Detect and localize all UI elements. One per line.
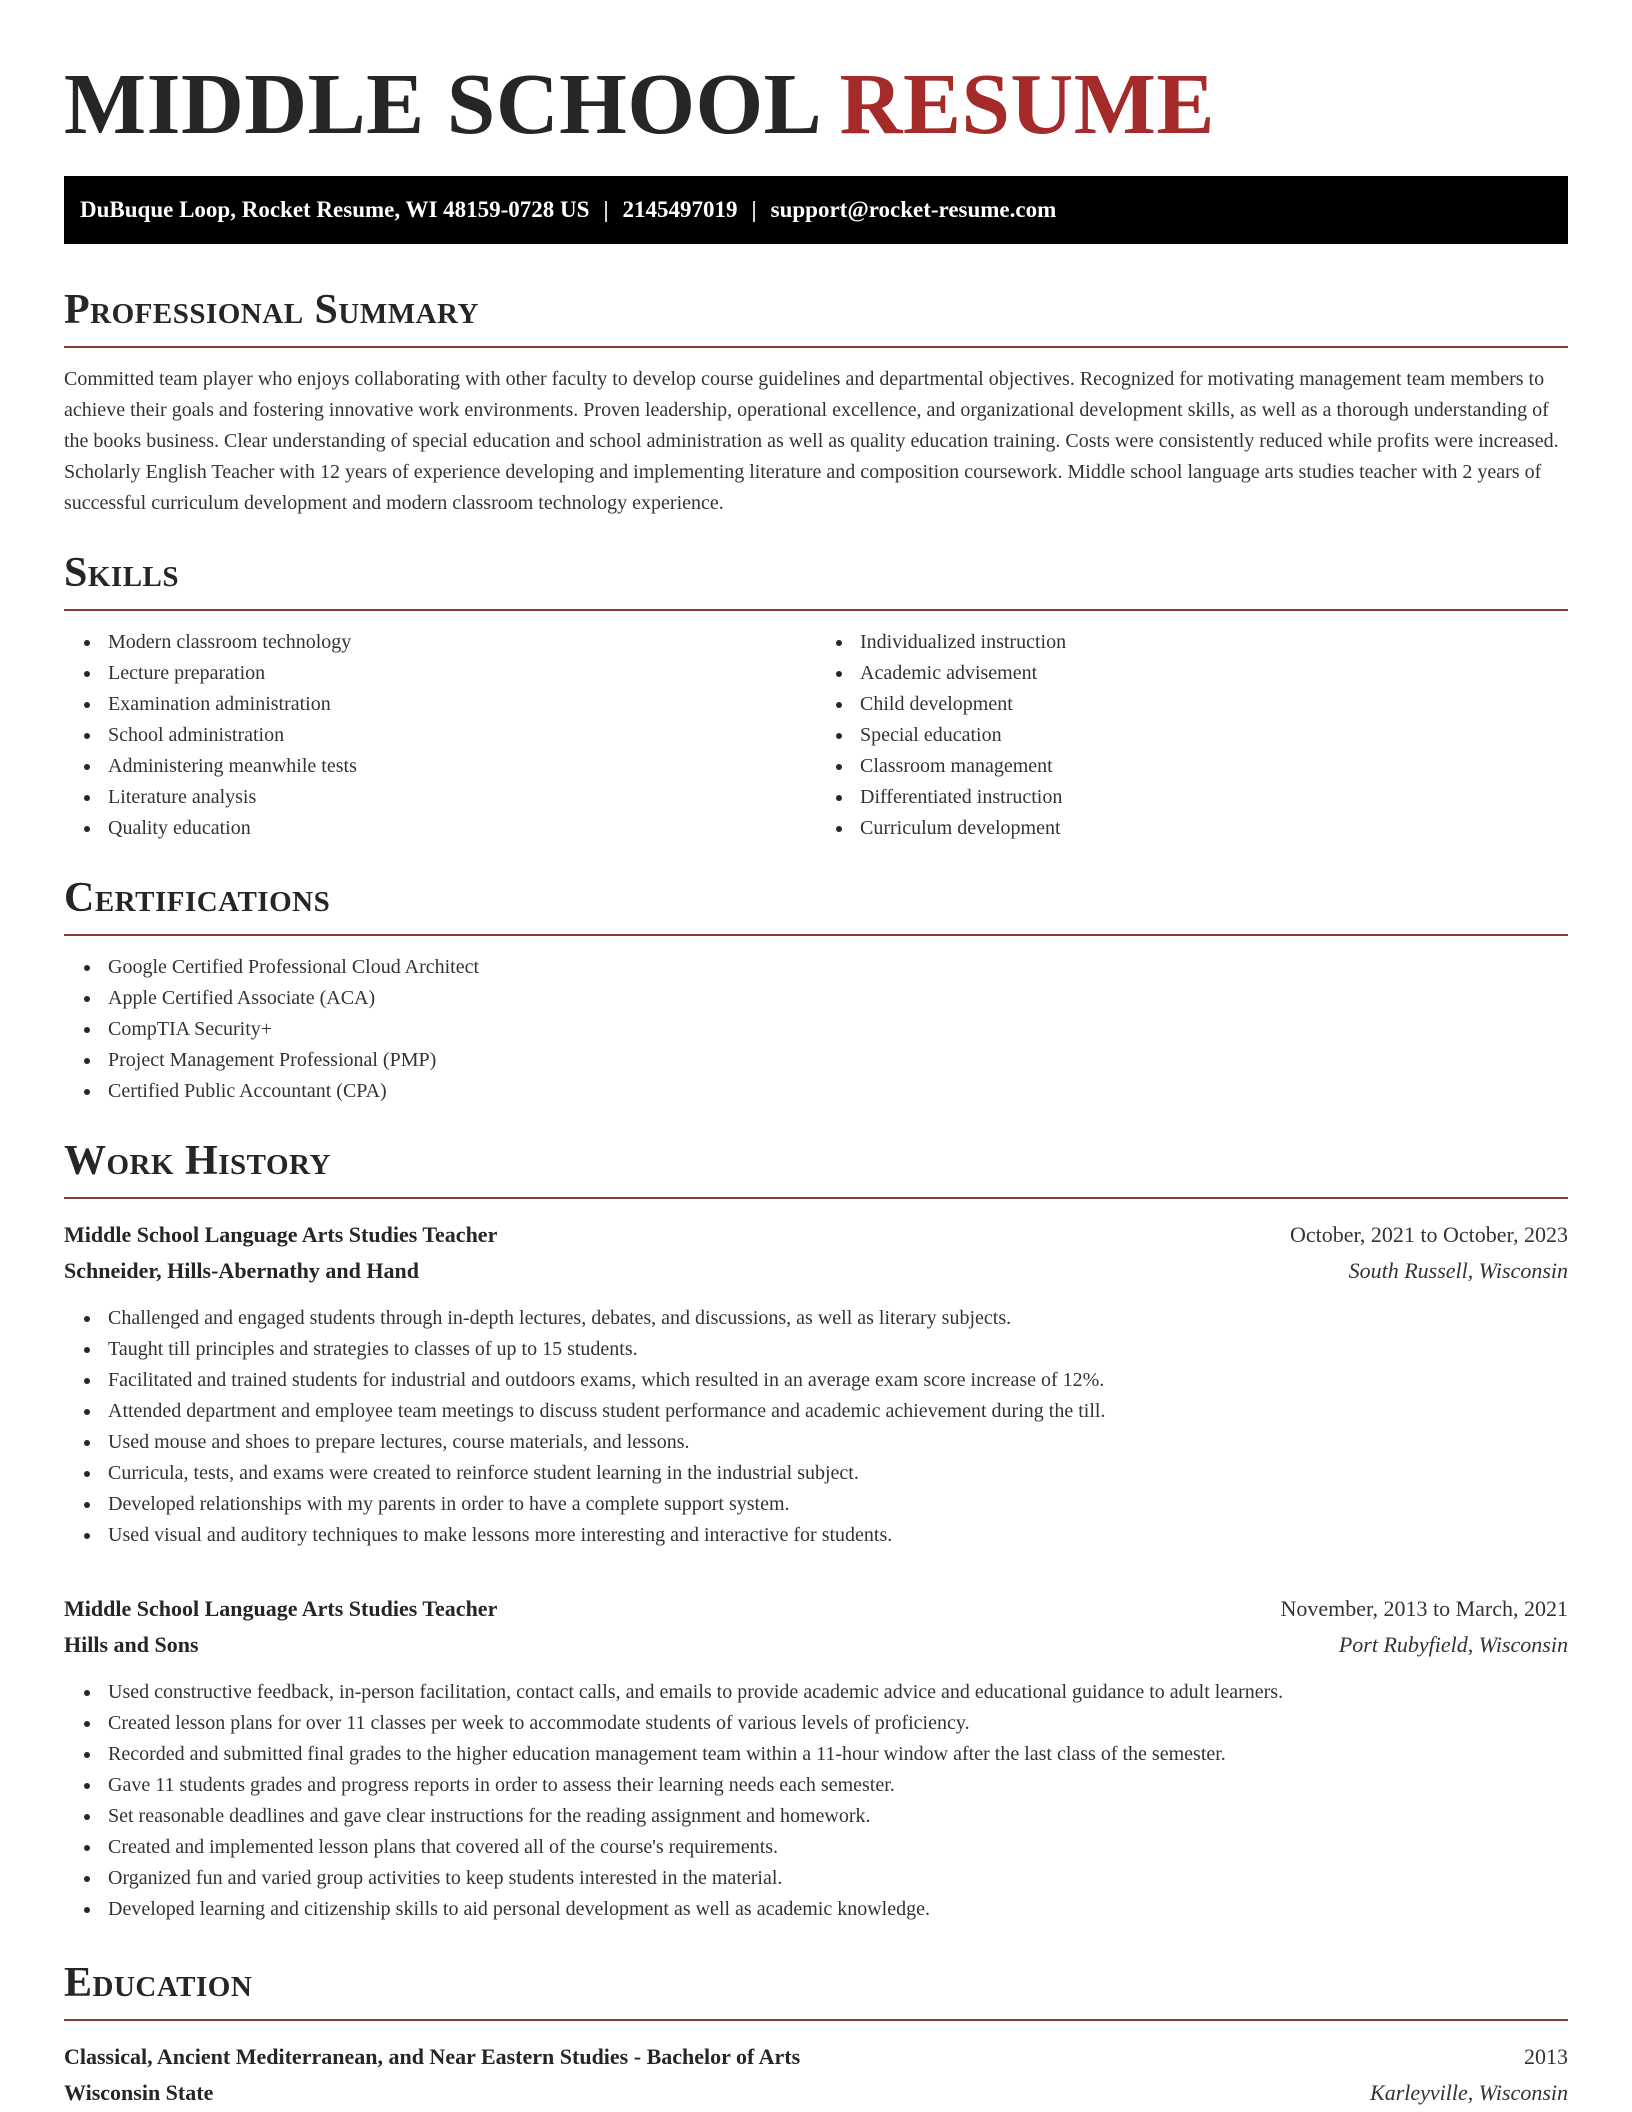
job-duty: Gave 11 students grades and progress reports in order to assess their learning needs each semester.	[64, 1770, 1568, 1801]
work-history-section	[64, 1135, 1568, 1925]
education-heading: Education	[64, 1957, 1568, 2021]
job-dates: November, 2013 to March, 2021	[1280, 1596, 1568, 1621]
education-location: Karleyville, Wisconsin	[1370, 2080, 1568, 2105]
job-duty: Facilitated and trained students for industrial and outdoors exams, which resulted in an average exam score increase of 12%.	[64, 1365, 1568, 1396]
education-degree: Classical, Ancient Mediterranean, and Near Eastern Studies - Bachelor of Arts	[64, 2044, 801, 2069]
certification-item: Project Management Professional (PMP)	[64, 1045, 1568, 1076]
job-company: Schneider, Hills-Abernathy and Hand	[64, 1258, 419, 1283]
summary-heading: Professional Summary	[64, 284, 1568, 348]
resume-title	[64, 56, 1568, 152]
education-school-row	[64, 2075, 1568, 2111]
title-accent: RESUME	[839, 55, 1215, 152]
skill-item: Lecture preparation	[64, 658, 816, 689]
certifications-section	[64, 872, 1568, 1107]
job-duties-list	[64, 1303, 1568, 1551]
certification-item: Apple Certified Associate (ACA)	[64, 983, 1568, 1014]
job-duty: Used visual and auditory techniques to make lessons more interesting and interactive for students.	[64, 1520, 1568, 1551]
job-company-row	[64, 1627, 1568, 1663]
job-duty: Used mouse and shoes to prepare lectures, course materials, and lessons.	[64, 1427, 1568, 1458]
contact-bar	[64, 176, 1568, 244]
job-duty: Challenged and engaged students through in-depth lectures, debates, and discussions, as well as literary subjects.	[64, 1303, 1568, 1334]
skills-list-right	[816, 627, 1568, 844]
job-duty: Developed relationships with my parents in order to have a complete support system.	[64, 1489, 1568, 1520]
skill-item: Literature analysis	[64, 782, 816, 813]
job-dates: October, 2021 to October, 2023	[1289, 1222, 1568, 1247]
job-company: Hills and Sons	[64, 1632, 199, 1657]
job-duty: Attended department and employee team meetings to discuss student performance and academic achievement during the till.	[64, 1396, 1568, 1427]
skill-item: Academic advisement	[816, 658, 1568, 689]
contact-address: DuBuque Loop, Rocket Resume, WI 48159-0728 US	[80, 197, 590, 222]
job-duty: Taught till principles and strategies to classes of up to 15 students.	[64, 1334, 1568, 1365]
contact-separator: |	[751, 197, 757, 222]
job-duty: Recorded and submitted final grades to the higher education management team within a 11-hour window after the last class of the semester.	[64, 1739, 1568, 1770]
skill-item: Classroom management	[816, 751, 1568, 782]
work-history-heading: Work History	[64, 1135, 1568, 1199]
education-section	[64, 1957, 1568, 2111]
job-location: Port Rubyfield, Wisconsin	[1338, 1632, 1568, 1657]
education-entry	[64, 2039, 1568, 2111]
skill-item: Differentiated instruction	[816, 782, 1568, 813]
certification-item: Google Certified Professional Cloud Architect	[64, 952, 1568, 983]
education-year: 2013	[1524, 2044, 1568, 2069]
certifications-list	[64, 952, 1568, 1107]
job-entry	[64, 1217, 1568, 1551]
skill-item: Special education	[816, 720, 1568, 751]
skill-item: Quality education	[64, 813, 816, 844]
job-duty: Created and implemented lesson plans that covered all of the course's requirements.	[64, 1832, 1568, 1863]
skills-heading: Skills	[64, 547, 1568, 611]
job-header-row	[64, 1217, 1568, 1253]
skill-item: Modern classroom technology	[64, 627, 816, 658]
contact-email: support@rocket-resume.com	[770, 197, 1057, 222]
job-duty: Developed learning and citizenship skills to aid personal development as well as academic knowledge.	[64, 1894, 1568, 1925]
education-school: Wisconsin State	[64, 2080, 214, 2105]
certification-item: CompTIA Security+	[64, 1014, 1568, 1045]
job-duties-list	[64, 1677, 1568, 1925]
job-duty: Set reasonable deadlines and gave clear instructions for the reading assignment and homework.	[64, 1801, 1568, 1832]
certifications-heading: Certifications	[64, 872, 1568, 936]
job-header-row	[64, 1591, 1568, 1627]
job-entry	[64, 1591, 1568, 1925]
skill-item: Individualized instruction	[816, 627, 1568, 658]
job-duty: Created lesson plans for over 11 classes per week to accommodate students of various levels of proficiency.	[64, 1708, 1568, 1739]
summary-section	[64, 284, 1568, 519]
skill-item: Examination administration	[64, 689, 816, 720]
title-main: MIDDLE SCHOOL	[64, 55, 818, 152]
skill-item: Administering meanwhile tests	[64, 751, 816, 782]
job-duty: Used constructive feedback, in-person facilitation, contact calls, and emails to provide academic advice and educational guidance to adult learners.	[64, 1677, 1568, 1708]
skill-item: Child development	[816, 689, 1568, 720]
contact-phone: 2145497019	[622, 197, 738, 222]
skill-item: Curriculum development	[816, 813, 1568, 844]
certification-item: Certified Public Accountant (CPA)	[64, 1076, 1568, 1107]
skills-list-left	[64, 627, 816, 844]
job-duty: Curricula, tests, and exams were created to reinforce student learning in the industrial subject.	[64, 1458, 1568, 1489]
skill-item: School administration	[64, 720, 816, 751]
job-title: Middle School Language Arts Studies Teacher	[64, 1222, 498, 1247]
job-duty: Organized fun and varied group activities to keep students interested in the material.	[64, 1863, 1568, 1894]
job-location: South Russell, Wisconsin	[1348, 1258, 1568, 1283]
skills-section	[64, 547, 1568, 844]
job-company-row	[64, 1253, 1568, 1289]
job-title: Middle School Language Arts Studies Teacher	[64, 1596, 498, 1621]
education-degree-row	[64, 2039, 1568, 2075]
summary-text: Committed team player who enjoys collaborating with other faculty to develop course guidelines and departmental objectives. Recognized for motivating management team members to achieve their goals and fostering innovative work environments. Proven leadership, operational excellence, and organizational development skills, as well as a thorough understanding of the books business. Clear understanding of special education and school administration as well as quality education training. Costs were consistently reduced while profits were increased. Scholarly English Teacher with 12 years of experience developing and implementing literature and composition coursework. Middle school language arts studies teacher with 2 years of successful curriculum development and modern classroom technology experience.	[64, 368, 1559, 514]
contact-separator: |	[603, 197, 609, 222]
skills-columns	[64, 627, 1568, 844]
